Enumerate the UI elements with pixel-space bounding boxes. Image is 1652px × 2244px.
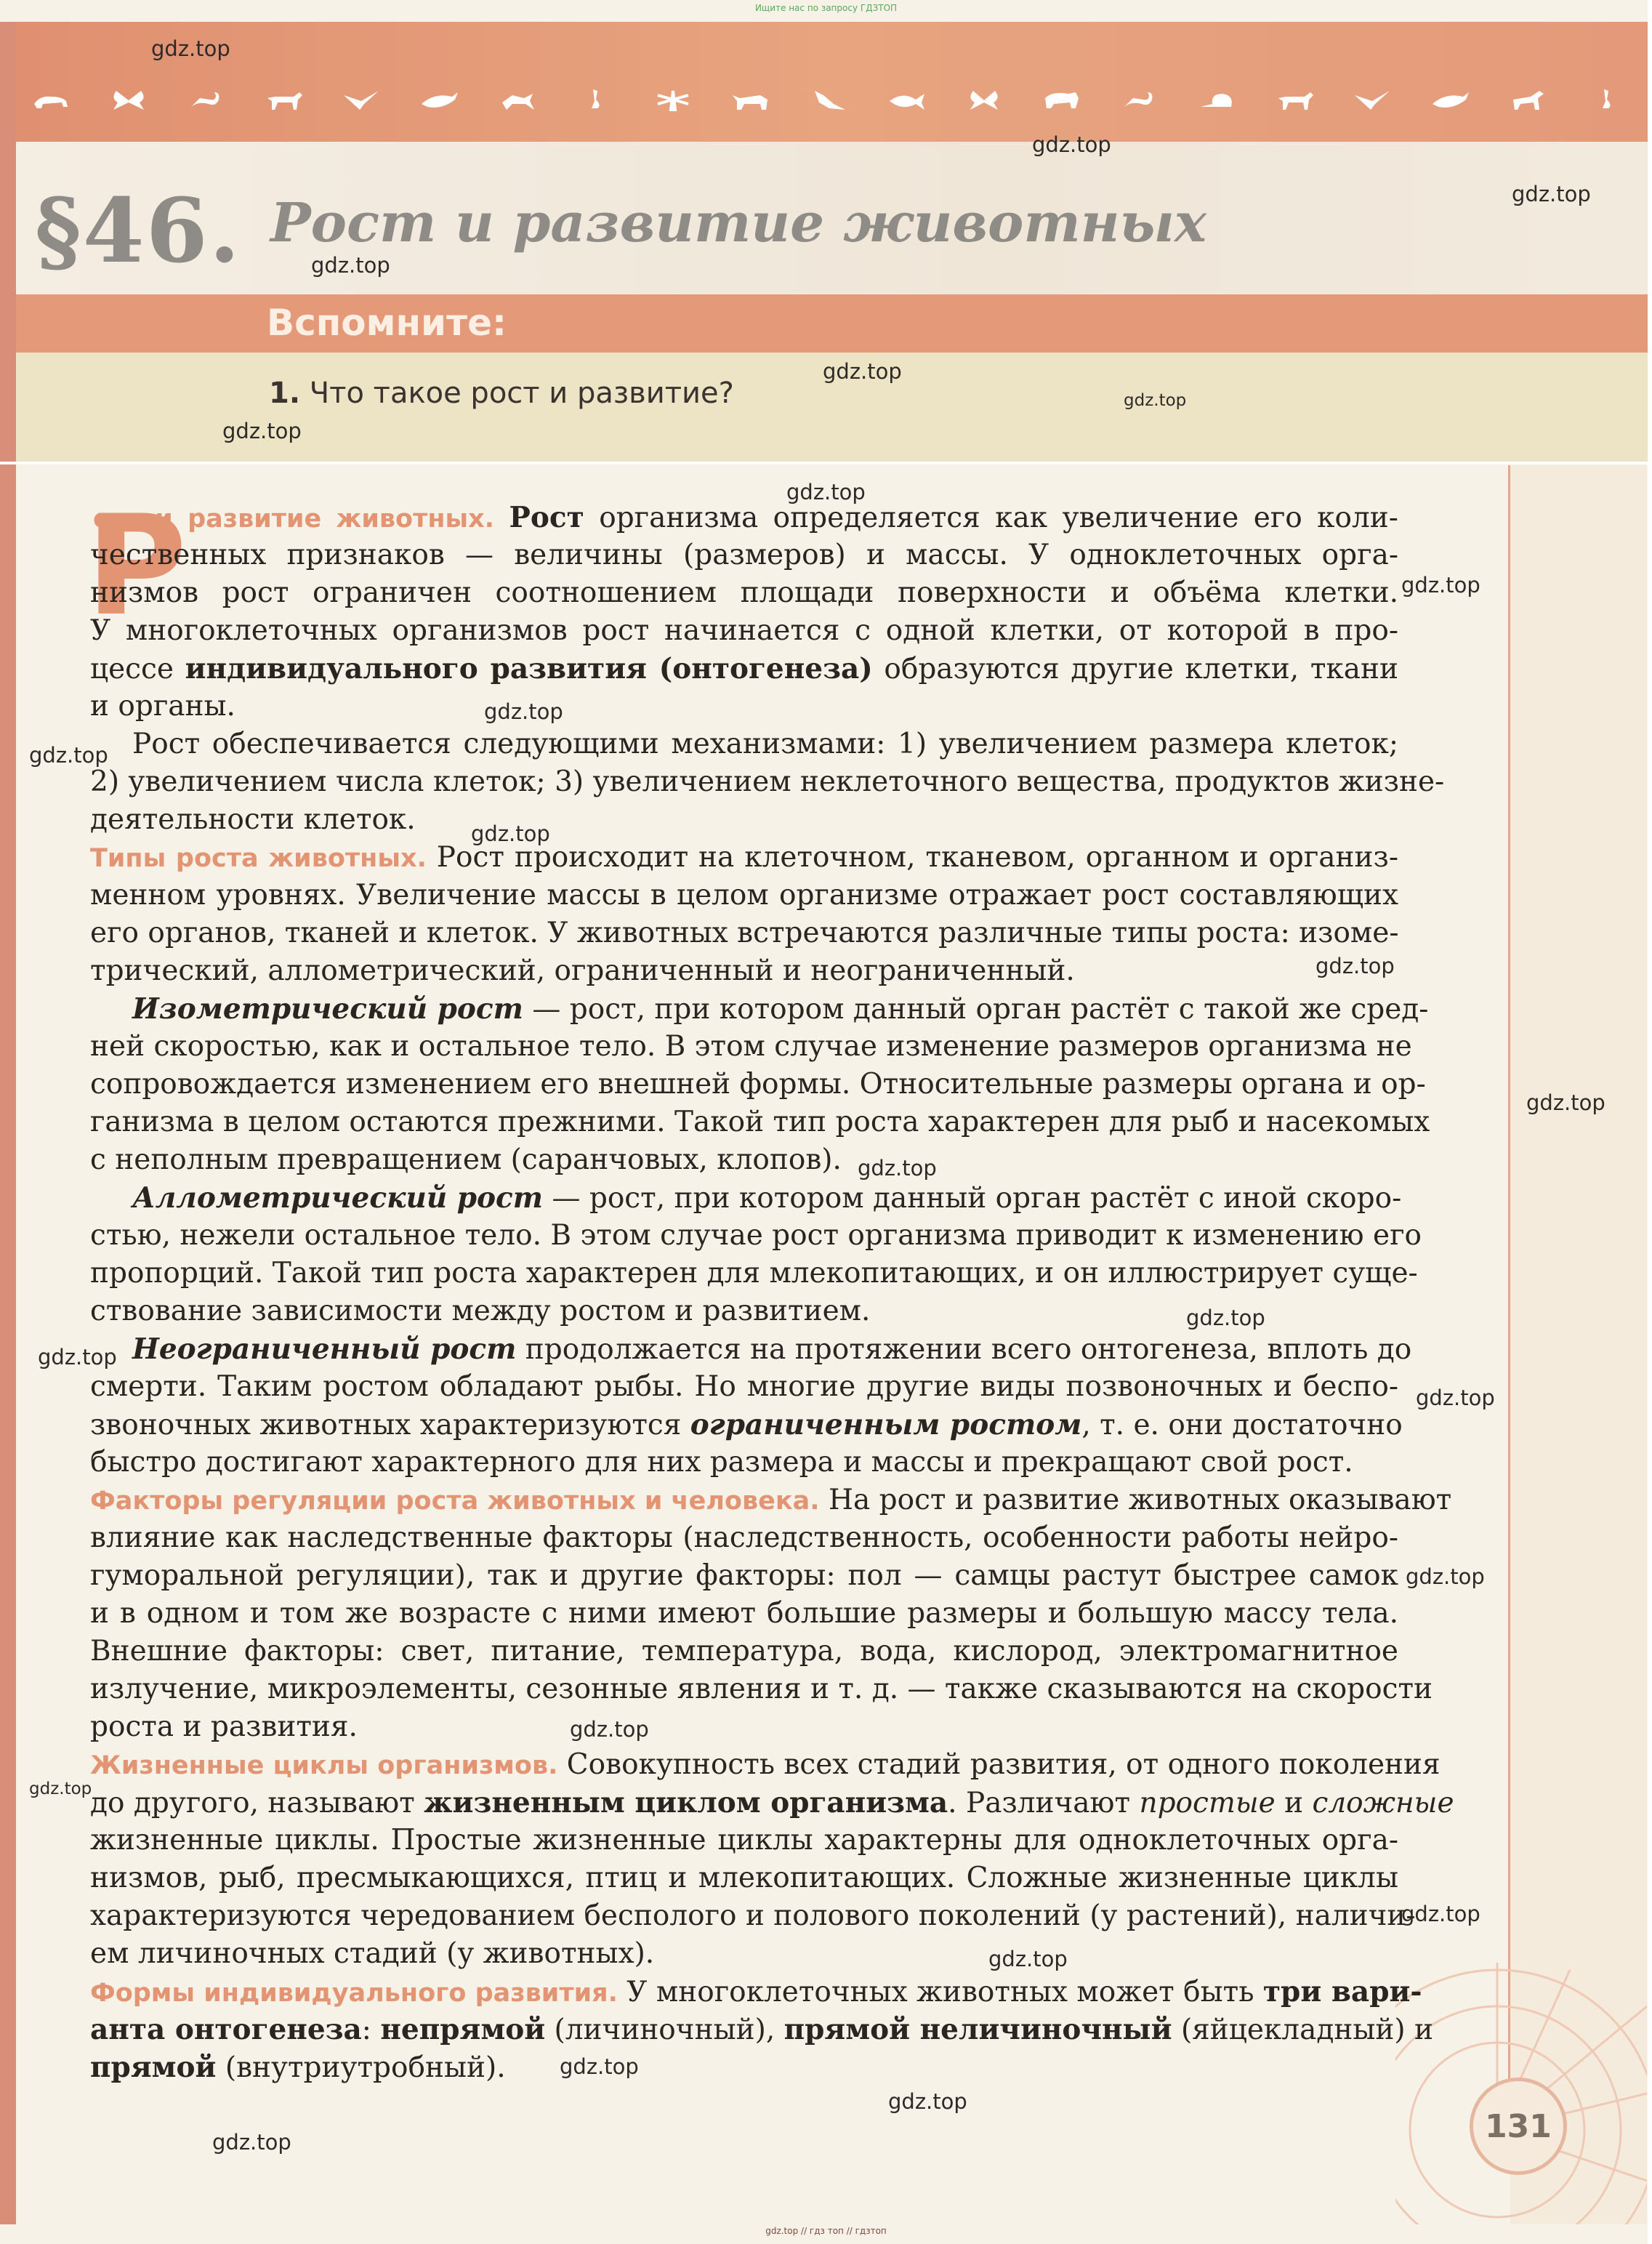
watermark: gdz.top xyxy=(786,480,866,504)
term: сложные xyxy=(1312,1787,1454,1819)
scorpion-icon xyxy=(1118,86,1161,115)
text-line: сопровождается изменением его внешней формы. Относительные размеры органа и ор- xyxy=(90,1068,1426,1101)
subheading: Формы индивидуального развития. xyxy=(90,1979,618,2008)
bird-icon xyxy=(340,86,384,115)
recall-item-number: 1. xyxy=(269,377,301,410)
watermark: gdz.top xyxy=(151,36,230,61)
text-line xyxy=(90,650,1398,688)
text-line: Рост обеспечивается следующими механизмами: 1) увеличением размера клеток; xyxy=(132,728,1398,760)
text-span: образуются другие клетки, ткани xyxy=(872,653,1399,685)
recall-item-text: Что такое рост и развитие? xyxy=(309,377,734,410)
text-line: и органы. xyxy=(90,690,235,723)
watermark: gdz.top xyxy=(888,2089,967,2114)
text-span: . Различают xyxy=(948,1787,1140,1819)
watermark: gdz.top xyxy=(29,1779,92,1798)
recall-band xyxy=(16,294,1648,353)
term: анта онтогенеза xyxy=(90,2013,362,2046)
text-line: чественных признаков — величины (размеров) и массы. У одноклеточных орга- xyxy=(90,539,1398,571)
fish-icon xyxy=(885,86,928,115)
term: прямой неличиночный xyxy=(783,2013,1172,2046)
text-line: ганизма в целом остаются прежними. Такой тип роста характерен для рыб и насекомых xyxy=(90,1106,1430,1138)
watermark: gdz.top xyxy=(29,743,108,768)
text-line: влияние как наследственные факторы (наследственность, особенности работы нейро- xyxy=(90,1521,1398,1554)
text-line xyxy=(90,1481,1452,1519)
watermark: gdz.top xyxy=(1401,573,1480,598)
subheading: Типы роста животных. xyxy=(90,844,427,873)
text-line: трический, аллометрический, ограниченный и неограниченный. xyxy=(90,954,1075,987)
heron-icon xyxy=(573,86,617,115)
text-line xyxy=(90,990,1429,1028)
dolphin-icon xyxy=(1429,86,1472,115)
butterfly-icon xyxy=(962,86,1006,115)
text-span: (внутриутробный). xyxy=(216,2051,506,2084)
watermark: gdz.top xyxy=(222,419,302,443)
text-span: продолжается на протяжении всего онтогенеза, вплоть до xyxy=(516,1333,1412,1366)
text-line: с неполным превращением (саранчовых, клопов). xyxy=(90,1143,842,1176)
watermark: gdz.top xyxy=(560,2054,639,2079)
text-line: 2) увеличением числа клеток; 3) увеличением неклеточного вещества, продуктов жизне- xyxy=(90,765,1445,798)
section-title: Рост и развитие животных xyxy=(270,192,1206,254)
text-span: — рост, при котором данный орган растёт с иной скоро- xyxy=(543,1182,1402,1215)
bottom-notice: gdz.top // гдз топ // гдзтоп xyxy=(765,2226,887,2236)
section-number: §46. xyxy=(35,178,242,283)
subheading: ост и развитие животных. xyxy=(93,504,495,534)
text-span: звоночных животных характеризуются xyxy=(90,1409,690,1441)
text-line: деятельности клеток. xyxy=(90,803,416,836)
page-number-badge xyxy=(1470,2078,1567,2175)
watermark: gdz.top xyxy=(1124,391,1187,410)
watermark: gdz.top xyxy=(1401,1902,1480,1926)
text-line xyxy=(90,839,1398,877)
animal-silhouettes-row xyxy=(29,79,1628,122)
watermark: gdz.top xyxy=(1406,1564,1485,1589)
rhino-icon xyxy=(1040,86,1084,115)
text-line xyxy=(90,1973,1422,2011)
text-span: У многоклеточных животных может быть xyxy=(617,1976,1263,2008)
text-line: У многоклеточных организмов рост начинается с одной клетки, от которой в про- xyxy=(90,614,1398,647)
text-line: жизненные циклы. Простые жизненные циклы характерны для одноклеточных орга- xyxy=(90,1824,1398,1857)
text-span: Совокупность всех стадий развития, от одного поколения xyxy=(557,1748,1441,1781)
text-line: менном уровнях. Увеличение массы в целом организме отражает рост составляющих xyxy=(90,879,1398,912)
text-line: гуморальной регуляции), так и другие факторы: пол — самцы растут быстрее самок xyxy=(90,1559,1398,1592)
animal-icon xyxy=(29,86,73,115)
watermark: gdz.top xyxy=(988,1947,1068,1971)
watermark: gdz.top xyxy=(212,2130,291,2155)
bull-icon xyxy=(729,86,773,115)
text-line: его органов, тканей и клеток. У животных встречаются различные типы роста: изоме- xyxy=(90,917,1399,949)
horse-icon xyxy=(1273,86,1317,115)
term: простые xyxy=(1139,1787,1276,1819)
watermark: gdz.top xyxy=(1512,182,1591,206)
divider xyxy=(0,462,1652,465)
horse-icon xyxy=(262,86,306,115)
term: прямой xyxy=(90,2051,217,2084)
watermark: gdz.top xyxy=(1416,1386,1495,1410)
dolphin-icon xyxy=(418,86,462,115)
watermark: gdz.top xyxy=(570,1717,649,1742)
left-edge-strip xyxy=(0,22,16,2224)
term: ограниченным ростом xyxy=(690,1408,1082,1441)
watermark: gdz.top xyxy=(1526,1090,1605,1115)
text-line xyxy=(90,2011,1433,2048)
text-span: организма определяется как увеличение его коли- xyxy=(584,502,1398,534)
top-notice: Ищите нас по запросу ГДЗТОП xyxy=(754,3,898,13)
text-line: быстро достигают характерного для них размера и массы и прекращают свой рост. xyxy=(90,1446,1353,1479)
text-line xyxy=(90,1406,1403,1444)
text-span: (яйцекладный) и xyxy=(1172,2014,1433,2046)
term: жизненным циклом организма xyxy=(424,1786,948,1819)
recall-item xyxy=(269,377,734,410)
watermark: gdz.top xyxy=(38,1345,117,1370)
text-line: стью, нежели остальное тело. В этом случае рост организма приводит к изменению его xyxy=(90,1219,1422,1252)
term: Аллометрический рост xyxy=(132,1181,544,1215)
watermark: gdz.top xyxy=(823,359,902,384)
right-edge xyxy=(1648,0,1652,2244)
term: индивидуального развития (онтогенеза) xyxy=(185,652,873,685)
text-line: ней скоростью, как и остальное тело. В этом случае изменение размеров организма не xyxy=(90,1030,1412,1063)
watermark: gdz.top xyxy=(484,699,563,724)
watermark: gdz.top xyxy=(1315,954,1395,978)
text-line: низмов, рыб, пресмыкающихся, птиц и млекопитающих. Сложные жизненные циклы xyxy=(90,1862,1398,1894)
text-line: и в одном и том же возрасте с ними имеют большие размеры и большую массу тела. xyxy=(90,1597,1398,1630)
text-line: низмов рост ограничен соотношением площади поверхности и объёма клетки. xyxy=(90,576,1398,609)
butterfly-icon xyxy=(107,86,150,115)
text-line xyxy=(90,1179,1402,1217)
term: Изометрический рост xyxy=(132,992,523,1026)
kangaroo-icon xyxy=(807,86,850,115)
text-span: На рост и развитие животных оказывают xyxy=(819,1484,1452,1516)
text-span: , т. е. они достаточно xyxy=(1081,1409,1403,1441)
watermark: gdz.top xyxy=(1186,1306,1265,1330)
watermark: gdz.top xyxy=(471,821,550,846)
text-line: Внешние факторы: свет, питание, температура, вода, кислород, электромагнитное xyxy=(90,1635,1398,1668)
subheading: Факторы регуляции роста животных и человека. xyxy=(90,1487,820,1516)
recall-heading: Вспомните: xyxy=(267,302,507,344)
watermark: gdz.top xyxy=(1032,132,1111,157)
text-span: цессе xyxy=(90,653,185,685)
text-span: до другого, называют xyxy=(90,1787,424,1819)
right-margin-panel xyxy=(1510,465,1647,2224)
snail-icon xyxy=(1196,86,1239,115)
page-number: 131 xyxy=(1485,2107,1552,2145)
text-line: ем личиночных стадий (у животных). xyxy=(90,1937,655,1970)
text-line xyxy=(90,1784,1454,1822)
heron-icon xyxy=(1584,86,1628,115)
dropcap: Р xyxy=(86,486,188,646)
scorpion-icon xyxy=(185,86,228,115)
term: Неограниченный рост xyxy=(132,1332,517,1366)
text-line xyxy=(90,1330,1412,1368)
watermark: gdz.top xyxy=(311,253,390,278)
insect-icon xyxy=(651,86,695,115)
text-line: роста и развития. xyxy=(90,1710,358,1743)
text-span: (личиночный), xyxy=(545,2014,784,2046)
text-line xyxy=(90,2048,1398,2086)
term: непрямой xyxy=(380,2013,546,2046)
text-line: излучение, микроэлементы, сезонные явления и т. д. — также сказываются на скорости xyxy=(90,1673,1433,1705)
text-line xyxy=(90,499,1398,536)
right-margin-line xyxy=(1508,465,1510,2108)
ant-icon xyxy=(496,86,539,115)
text-line: смерти. Таким ростом обладают рыбы. Но многие другие виды позвоночных и беспо- xyxy=(90,1370,1398,1403)
term: три вари- xyxy=(1262,1975,1422,2008)
text-span: : xyxy=(361,2014,381,2046)
text-span: Рост происходит на клеточном, тканевом, органном и организ- xyxy=(426,841,1398,874)
text-span: и xyxy=(1275,1787,1313,1819)
watermark: gdz.top xyxy=(858,1156,937,1181)
deer-icon xyxy=(1507,86,1550,115)
term: Рост xyxy=(509,501,584,534)
text-line xyxy=(90,1746,1441,1784)
text-span: — рост, при котором данный орган растёт с такой же сред- xyxy=(523,993,1429,1026)
bird-icon xyxy=(1351,86,1395,115)
text-line: ствование зависимости между ростом и развитием. xyxy=(90,1295,871,1327)
subheading: Жизненные циклы организмов. xyxy=(90,1751,558,1780)
text-line: характеризуются чередованием бесполого и полового поколений (у растений), наличи- xyxy=(90,1899,1416,1932)
text-line: пропорций. Такой тип роста характерен для млекопитающих, и он иллюстрирует суще- xyxy=(90,1257,1418,1290)
